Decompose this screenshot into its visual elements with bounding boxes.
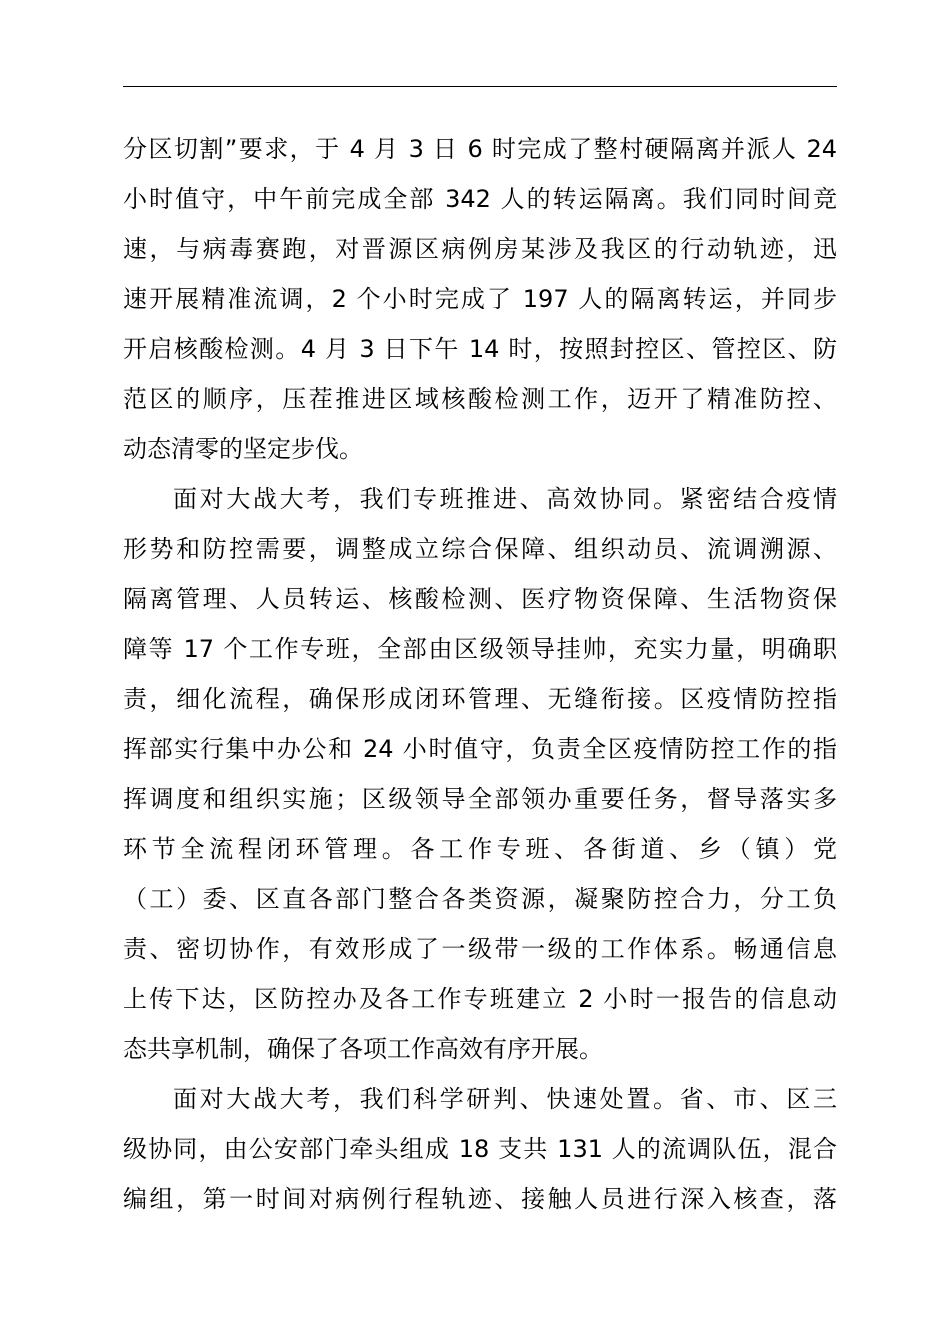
- text-line: 隔离管理、人员转运、核酸检测、医疗物资保障、生活物资保: [123, 585, 837, 613]
- text-line: 挥部实行集中办公和 24 小时值守，负责全区疫情防控工作的指: [123, 735, 837, 763]
- text-line: 态共享机制，确保了各项工作高效有序开展。: [123, 1035, 603, 1063]
- text-line: 障等 17 个工作专班，全部由区级领导挂帅，充实力量，明确职: [123, 635, 837, 663]
- text-line: 分区切割”要求，于 4 月 3 日 6 时完成了整村硬隔离并派人 24: [123, 135, 837, 163]
- text-line: 动态清零的坚定步伐。: [123, 435, 363, 463]
- text-line: 责、密切协作，有效形成了一级带一级的工作体系。畅通信息: [123, 935, 837, 963]
- text-line: 形势和防控需要，调整成立综合保障、组织动员、流调溯源、: [123, 535, 837, 563]
- text-line: 挥调度和组织实施；区级领导全部领办重要任务，督导落实多: [123, 785, 837, 813]
- text-line: 小时值守，中午前完成全部 342 人的转运隔离。我们同时间竞: [123, 185, 837, 213]
- text-line: 开启核酸检测。4 月 3 日下午 14 时，按照封控区、管控区、防: [123, 335, 837, 363]
- text-line: 范区的顺序，压茬推进区域核酸检测工作，迈开了精准防控、: [123, 385, 837, 413]
- text-line: （工）委、区直各部门整合各类资源，凝聚防控合力，分工负: [123, 885, 837, 913]
- text-line: 责，细化流程，确保形成闭环管理、无缝衔接。区疫情防控指: [123, 685, 837, 713]
- text-line: 级协同，由公安部门牵头组成 18 支共 131 人的流调队伍，混合: [123, 1135, 837, 1163]
- header-rule: [123, 86, 837, 87]
- text-line: 速，与病毒赛跑，对晋源区病例房某涉及我区的行动轨迹，迅: [123, 235, 837, 263]
- body-text: [123, 124, 837, 1224]
- text-line: 面对大战大考，我们专班推进、高效协同。紧密结合疫情: [173, 485, 837, 513]
- text-line: 面对大战大考，我们科学研判、快速处置。省、市、区三: [173, 1085, 837, 1113]
- text-line: 速开展精准流调，2 个小时完成了 197 人的隔离转运，并同步: [123, 285, 837, 313]
- text-line: 编组，第一时间对病例行程轨迹、接触人员进行深入核查，落: [123, 1185, 837, 1213]
- text-line: 上传下达，区防控办及各工作专班建立 2 小时一报告的信息动: [123, 985, 837, 1013]
- text-line: 环节全流程闭环管理。各工作专班、各街道、乡（镇）党: [123, 835, 837, 863]
